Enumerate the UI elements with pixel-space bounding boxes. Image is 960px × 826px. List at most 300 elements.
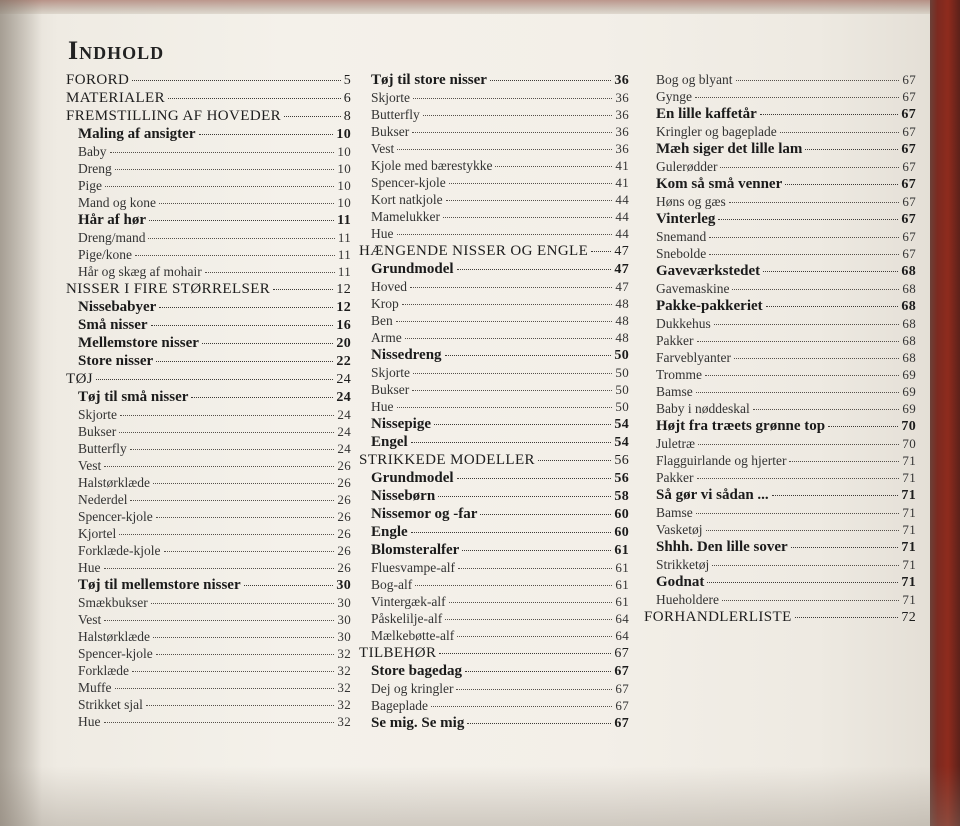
- toc-leader-dots: [462, 541, 611, 551]
- toc-entry-label: Kjole med bærestykke: [371, 158, 493, 173]
- toc-entry-label: Tøj til små nisser: [78, 389, 189, 405]
- toc-entry-label: Så gør vi sådan ...: [656, 487, 769, 503]
- toc-entry-page: 36: [615, 124, 629, 139]
- toc-entry-page: 10: [337, 178, 351, 193]
- toc-entry-label: Hoved: [371, 279, 407, 294]
- toc-entry-label: Halstørklæde: [78, 475, 150, 490]
- toc-entry-page: 50: [614, 348, 629, 363]
- toc-entry-label: Nissebabyer: [78, 299, 157, 315]
- toc-entry[interactable]: [359, 175, 629, 191]
- toc-entry-page: 10: [336, 127, 351, 142]
- toc-entry-label: Kom så små venner: [656, 176, 783, 192]
- toc-entry-page: 26: [337, 475, 351, 490]
- toc-entry[interactable]: [66, 595, 351, 611]
- toc-entry-label: Hue: [371, 226, 394, 241]
- toc-entry-label: En lille kaffetår: [656, 106, 757, 122]
- toc-entry-page: 67: [902, 89, 916, 104]
- toc-leader-dots: [465, 662, 611, 672]
- toc-entry-page: 48: [615, 330, 629, 345]
- toc-entry-page: 60: [614, 525, 629, 540]
- toc-entry-label: Strikketøj: [656, 557, 710, 572]
- toc-leader-dots: [766, 297, 899, 307]
- toc-entry[interactable]: [359, 698, 629, 714]
- toc-entry[interactable]: [359, 261, 629, 278]
- toc-entry[interactable]: [66, 509, 351, 525]
- page-title: Indhold: [68, 36, 165, 65]
- toc-entry[interactable]: [644, 557, 916, 573]
- toc-leader-dots: [397, 225, 613, 235]
- toc-entry-label: Gavemaskine: [656, 281, 730, 296]
- toc-entry-label: Bog og blyant: [656, 72, 733, 87]
- toc-entry-page: 67: [901, 212, 916, 227]
- toc-leader-dots: [753, 400, 900, 410]
- toc-entry[interactable]: [644, 453, 916, 469]
- toc-entry[interactable]: [359, 365, 629, 381]
- toc-entry[interactable]: [66, 492, 351, 508]
- toc-entry-label: Engle: [371, 524, 408, 540]
- toc-entry-page: 11: [337, 247, 351, 262]
- toc-entry-label: Snemand: [656, 229, 707, 244]
- toc-entry[interactable]: [644, 229, 916, 245]
- toc-entry[interactable]: [359, 399, 629, 415]
- toc-entry-page: 50: [615, 399, 629, 414]
- toc-entry[interactable]: [359, 715, 629, 732]
- toc-entry-page: 69: [902, 367, 916, 382]
- toc-entry[interactable]: [359, 542, 629, 559]
- toc-entry-page: 32: [337, 680, 351, 695]
- toc-entry-page: 67: [614, 716, 629, 731]
- toc-entry[interactable]: [359, 243, 629, 260]
- toc-entry[interactable]: [359, 524, 629, 541]
- toc-entry[interactable]: [359, 681, 629, 697]
- toc-leader-dots: [202, 334, 333, 344]
- toc-entry-page: 61: [614, 543, 629, 558]
- toc-entry-label: Påskelilje-alf: [371, 611, 443, 626]
- toc-entry-label: Tøj til mellemstore nisser: [78, 577, 241, 593]
- toc-entry[interactable]: [66, 126, 351, 143]
- toc-leader-dots: [205, 263, 335, 273]
- toc-entry-page: 67: [614, 646, 629, 661]
- toc-leader-dots: [104, 559, 335, 569]
- toc-entry[interactable]: [66, 317, 351, 334]
- toc-entry-label: Dej og kringler: [371, 681, 454, 696]
- toc-entry[interactable]: [66, 335, 351, 352]
- toc-entry-label: Vest: [78, 458, 102, 473]
- toc-entry[interactable]: [359, 141, 629, 157]
- toc-leader-dots: [722, 591, 899, 601]
- toc-entry-page: 44: [615, 226, 629, 241]
- toc-entry-page: 24: [337, 407, 351, 422]
- toc-leader-dots: [449, 174, 613, 184]
- toc-entry[interactable]: [66, 178, 351, 194]
- toc-entry-page: 11: [337, 230, 351, 245]
- toc-entry[interactable]: [66, 353, 351, 370]
- toc-entry[interactable]: [359, 594, 629, 610]
- toc-entry-page: 32: [337, 697, 351, 712]
- toc-entry-page: 26: [337, 509, 351, 524]
- toc-entry-page: 11: [337, 213, 351, 228]
- toc-leader-dots: [120, 406, 334, 416]
- toc-entry-label: Forklæde-kjole: [78, 543, 161, 558]
- toc-entry-label: Store bagedag: [371, 663, 462, 679]
- toc-entry-page: 41: [615, 158, 629, 173]
- toc-entry[interactable]: [359, 124, 629, 140]
- toc-leader-dots: [412, 381, 612, 391]
- toc-entry-page: 68: [902, 333, 916, 348]
- toc-leader-dots: [456, 680, 612, 690]
- toc-leader-dots: [410, 278, 612, 288]
- toc-entry-label: Muffe: [78, 680, 112, 695]
- toc-entry[interactable]: [66, 389, 351, 406]
- toc-entry-page: 36: [615, 90, 629, 105]
- toc-leader-dots: [411, 433, 612, 443]
- toc-entry[interactable]: [644, 609, 916, 626]
- toc-entry[interactable]: [359, 279, 629, 295]
- toc-entry[interactable]: [66, 264, 351, 280]
- toc-entry-page: 70: [902, 436, 916, 451]
- toc-entry-page: 71: [901, 540, 916, 555]
- toc-entry[interactable]: [66, 90, 351, 107]
- toc-entry-label: Godnat: [656, 574, 705, 590]
- toc-column-1: [66, 72, 351, 733]
- toc-entry-page: 26: [337, 492, 351, 507]
- toc-entry-label: Nederdel: [78, 492, 128, 507]
- toc-entry[interactable]: [66, 714, 351, 730]
- toc-entry-page: 68: [902, 316, 916, 331]
- toc-entry[interactable]: [644, 522, 916, 538]
- toc-entry[interactable]: [644, 194, 916, 210]
- toc-entry[interactable]: [66, 299, 351, 316]
- toc-entry-page: 30: [337, 612, 351, 627]
- toc-entry[interactable]: [66, 72, 351, 89]
- toc-entry[interactable]: [644, 436, 916, 452]
- toc-entry[interactable]: [359, 330, 629, 346]
- toc-entry-page: 6: [343, 91, 351, 106]
- toc-entry-page: 26: [337, 526, 351, 541]
- toc-entry-page: 67: [901, 107, 916, 122]
- toc-entry-page: 32: [337, 714, 351, 729]
- toc-entry[interactable]: [644, 106, 916, 123]
- toc-entry-page: 71: [902, 557, 916, 572]
- toc-entry-label: Nissedreng: [371, 347, 442, 363]
- toc-leader-dots: [423, 106, 613, 116]
- toc-entry[interactable]: [359, 577, 629, 593]
- toc-entry-label: Grundmodel: [371, 470, 454, 486]
- toc-entry[interactable]: [66, 680, 351, 696]
- toc-entry-label: Gaveværkstedet: [656, 263, 761, 279]
- toc-entry[interactable]: [644, 246, 916, 262]
- toc-entry[interactable]: [359, 107, 629, 123]
- toc-entry-label: Dukkehus: [656, 316, 711, 331]
- toc-leader-dots: [413, 89, 612, 99]
- toc-leader-dots: [402, 295, 613, 305]
- toc-entry[interactable]: [644, 316, 916, 332]
- toc-entry[interactable]: [644, 124, 916, 140]
- toc-entry-label: Hue: [78, 714, 101, 729]
- toc-entry-page: 71: [902, 453, 916, 468]
- toc-entry-label: Butterfly: [78, 441, 127, 456]
- toc-entry[interactable]: [66, 458, 351, 474]
- toc-entry[interactable]: [359, 382, 629, 398]
- toc-entry[interactable]: [359, 313, 629, 329]
- toc-entry-label: Hueholdere: [656, 592, 719, 607]
- toc-entry[interactable]: [66, 247, 351, 263]
- toc-entry-label: Krop: [371, 296, 399, 311]
- toc-entry-page: 12: [336, 300, 351, 315]
- toc-leader-dots: [697, 332, 900, 342]
- toc-leader-dots: [412, 123, 612, 133]
- toc-leader-dots: [780, 123, 900, 133]
- toc-entry-label: Butterfly: [371, 107, 420, 122]
- toc-entry[interactable]: [359, 72, 629, 89]
- toc-entry[interactable]: [644, 298, 916, 315]
- toc-entry[interactable]: [66, 108, 351, 125]
- toc-entry-page: 47: [615, 279, 629, 294]
- toc-leader-dots: [439, 644, 611, 654]
- toc-entry[interactable]: [359, 434, 629, 451]
- toc-leader-dots: [96, 370, 333, 380]
- toc-entry[interactable]: [644, 487, 916, 504]
- toc-entry[interactable]: [66, 371, 351, 388]
- toc-entry-label: Pakke-pakkeriet: [656, 298, 763, 314]
- toc-entry[interactable]: [644, 159, 916, 175]
- toc-entry[interactable]: [644, 592, 916, 608]
- toc-leader-dots: [438, 487, 611, 497]
- toc-entry-label: Vintergæk-alf: [371, 594, 446, 609]
- toc-leader-dots: [156, 508, 335, 518]
- toc-entry-page: 54: [614, 435, 629, 450]
- toc-entry[interactable]: [644, 263, 916, 280]
- toc-entry-label: Mamelukker: [371, 209, 440, 224]
- toc-entry[interactable]: [66, 543, 351, 559]
- toc-entry[interactable]: [359, 488, 629, 505]
- toc-entry[interactable]: [644, 418, 916, 435]
- toc-entry-page: 47: [614, 262, 629, 277]
- toc-entry[interactable]: [644, 367, 916, 383]
- toc-leader-dots: [151, 316, 334, 326]
- toc-entry[interactable]: [644, 470, 916, 486]
- toc-leader-dots: [434, 415, 611, 425]
- toc-entry-page: 22: [336, 354, 351, 369]
- toc-leader-dots: [791, 538, 899, 548]
- toc-leader-dots: [697, 469, 900, 479]
- toc-entry[interactable]: [644, 384, 916, 400]
- toc-entry[interactable]: [644, 72, 916, 88]
- toc-entry-page: 61: [615, 594, 629, 609]
- toc-entry-label: Bamse: [656, 384, 693, 399]
- toc-entry[interactable]: [66, 407, 351, 423]
- toc-leader-dots: [130, 440, 335, 450]
- toc-leader-dots: [705, 366, 899, 376]
- toc-entry-page: 71: [902, 522, 916, 537]
- toc-entry[interactable]: [66, 612, 351, 628]
- toc-entry-label: HÆNGENDE NISSER OG ENGLE: [359, 243, 589, 259]
- toc-entry-label: MATERIALER: [66, 90, 165, 106]
- toc-entry[interactable]: [66, 195, 351, 211]
- toc-leader-dots: [115, 160, 335, 170]
- toc-entry[interactable]: [644, 539, 916, 556]
- toc-leader-dots: [104, 713, 335, 723]
- toc-entry-label: Maling af ansigter: [78, 126, 196, 142]
- toc-entry[interactable]: [66, 144, 351, 160]
- toc-leader-dots: [457, 260, 612, 270]
- toc-leader-dots: [115, 679, 335, 689]
- toc-entry[interactable]: [359, 663, 629, 680]
- toc-entry[interactable]: [359, 506, 629, 523]
- toc-leader-dots: [156, 352, 333, 362]
- toc-entry[interactable]: [359, 226, 629, 242]
- toc-entry-label: Engel: [371, 434, 408, 450]
- toc-leader-dots: [159, 194, 334, 204]
- toc-entry[interactable]: [66, 697, 351, 713]
- toc-entry[interactable]: [66, 441, 351, 457]
- toc-entry-page: 67: [902, 246, 916, 261]
- toc-leader-dots: [151, 594, 335, 604]
- toc-entry-page: 30: [337, 629, 351, 644]
- toc-entry-page: 69: [902, 401, 916, 416]
- toc-entry-label: Halstørklæde: [78, 629, 150, 644]
- toc-leader-dots: [132, 662, 334, 672]
- toc-entry[interactable]: [359, 470, 629, 487]
- toc-entry-label: Bukser: [78, 424, 117, 439]
- toc-entry-page: 67: [902, 159, 916, 174]
- toc-entry[interactable]: [359, 560, 629, 576]
- toc-entry[interactable]: [644, 141, 916, 158]
- toc-entry-label: Bukser: [371, 124, 410, 139]
- toc-leader-dots: [789, 452, 899, 462]
- toc-entry[interactable]: [359, 192, 629, 208]
- toc-entry-label: Baby i nøddeskal: [656, 401, 750, 416]
- toc-entry[interactable]: [359, 628, 629, 644]
- toc-entry-page: 26: [337, 560, 351, 575]
- toc-entry[interactable]: [66, 161, 351, 177]
- toc-entry[interactable]: [359, 90, 629, 106]
- toc-leader-dots: [431, 697, 612, 707]
- toc-entry-label: Smækbukser: [78, 595, 148, 610]
- toc-entry[interactable]: [66, 560, 351, 576]
- toc-entry-page: 71: [902, 470, 916, 485]
- toc-leader-dots: [284, 107, 341, 117]
- toc-entry[interactable]: [66, 424, 351, 440]
- toc-entry-page: 64: [615, 611, 629, 626]
- toc-entry[interactable]: [66, 212, 351, 229]
- toc-leader-dots: [397, 140, 612, 150]
- toc-entry[interactable]: [644, 574, 916, 591]
- toc-entry-label: Tøj til store nisser: [371, 72, 487, 88]
- toc-entry[interactable]: [644, 89, 916, 105]
- toc-leader-dots: [146, 696, 335, 706]
- toc-entry-label: Bageplade: [371, 698, 428, 713]
- toc-entry-page: 68: [902, 350, 916, 365]
- toc-leader-dots: [415, 576, 612, 586]
- toc-leader-dots: [445, 346, 612, 356]
- toc-entry[interactable]: [359, 611, 629, 627]
- toc-entry-label: Pige/kone: [78, 247, 132, 262]
- toc-leader-dots: [828, 417, 898, 427]
- toc-entry[interactable]: [66, 281, 351, 298]
- toc-entry-label: Vinterleg: [656, 211, 716, 227]
- toc-entry[interactable]: [644, 333, 916, 349]
- toc-leader-dots: [199, 125, 334, 135]
- toc-leader-dots: [732, 280, 899, 290]
- toc-entry[interactable]: [359, 158, 629, 174]
- toc-entry[interactable]: [644, 176, 916, 193]
- toc-entry-page: 36: [615, 107, 629, 122]
- toc-entry[interactable]: [359, 645, 629, 662]
- toc-entry[interactable]: [66, 526, 351, 542]
- toc-entry[interactable]: [359, 209, 629, 225]
- toc-leader-dots: [159, 298, 333, 308]
- toc-entry[interactable]: [644, 350, 916, 366]
- toc-entry-page: 72: [901, 610, 916, 625]
- toc-leader-dots: [495, 157, 612, 167]
- toc-entry-page: 71: [901, 488, 916, 503]
- toc-entry-page: 68: [901, 299, 916, 314]
- toc-leader-dots: [696, 383, 900, 393]
- toc-entry-label: Pige: [78, 178, 103, 193]
- toc-entry[interactable]: [644, 281, 916, 297]
- toc-entry-label: Nissebørn: [371, 488, 436, 504]
- toc-entry[interactable]: [66, 230, 351, 246]
- toc-entry[interactable]: [66, 629, 351, 645]
- toc-entry[interactable]: [359, 347, 629, 364]
- table-of-contents: [66, 72, 916, 733]
- toc-entry-label: Nissemor og -far: [371, 506, 478, 522]
- toc-entry-label: Skjorte: [371, 90, 410, 105]
- toc-entry-label: Mælkebøtte-alf: [371, 628, 455, 643]
- toc-entry-label: NISSER I FIRE STØRRELSER: [66, 281, 271, 297]
- toc-entry-label: Pakker: [656, 470, 694, 485]
- toc-leader-dots: [244, 576, 334, 586]
- toc-entry-label: Gynge: [656, 89, 692, 104]
- toc-entry-page: 58: [614, 489, 629, 504]
- toc-entry-page: 67: [901, 177, 916, 192]
- toc-entry[interactable]: [644, 505, 916, 521]
- toc-entry-label: Farveblyanter: [656, 350, 731, 365]
- toc-column-3: [644, 72, 916, 733]
- toc-entry[interactable]: [66, 663, 351, 679]
- toc-entry-label: FORORD: [66, 72, 130, 88]
- toc-entry-page: 48: [615, 296, 629, 311]
- toc-entry-label: Store nisser: [78, 353, 154, 369]
- toc-leader-dots: [449, 593, 613, 603]
- toc-leader-dots: [457, 469, 612, 479]
- toc-leader-dots: [411, 523, 612, 533]
- toc-entry[interactable]: [644, 401, 916, 417]
- toc-entry[interactable]: [359, 296, 629, 312]
- toc-leader-dots: [480, 505, 611, 515]
- toc-entry-page: 44: [615, 209, 629, 224]
- toc-entry[interactable]: [359, 416, 629, 433]
- toc-entry-label: Mand og kone: [78, 195, 156, 210]
- toc-entry-label: Hue: [78, 560, 101, 575]
- toc-entry-label: Skjorte: [371, 365, 410, 380]
- toc-entry[interactable]: [66, 577, 351, 594]
- toc-entry-page: 12: [336, 282, 351, 297]
- toc-leader-dots: [696, 504, 900, 514]
- toc-leader-dots: [490, 71, 611, 81]
- toc-entry-label: Skjorte: [78, 407, 117, 422]
- toc-leader-dots: [805, 140, 898, 150]
- toc-entry-page: 24: [337, 424, 351, 439]
- toc-entry[interactable]: [66, 475, 351, 491]
- toc-entry-label: Vest: [78, 612, 102, 627]
- toc-entry[interactable]: [644, 211, 916, 228]
- toc-entry[interactable]: [66, 646, 351, 662]
- toc-entry[interactable]: [359, 452, 629, 469]
- toc-entry-label: Mæh siger det lille lam: [656, 141, 803, 157]
- toc-entry-label: FORHANDLERLISTE: [644, 609, 792, 625]
